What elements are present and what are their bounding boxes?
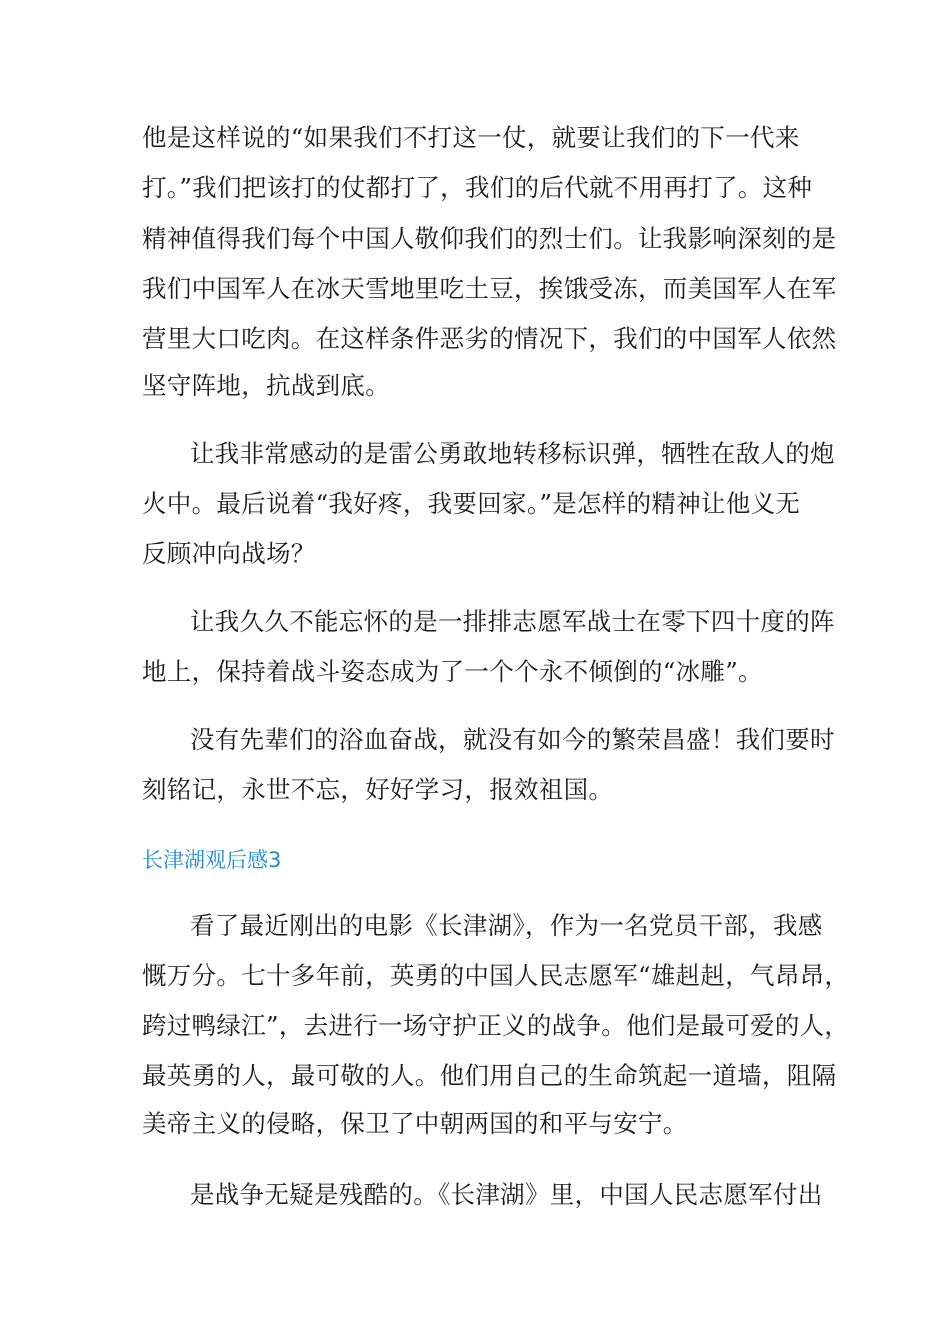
paragraph-1-line-5: 营里大口吃肉。在这样条件恶劣的情况下，我们的中国军人依然 [142,324,837,353]
paragraph-1-line-2: 打。”我们把该打的仗都打了，我们的后代就不用再打了。这种 [142,173,813,202]
paragraph-4-line-1: 没有先辈们的浴血奋战，就没有如今的繁荣昌盛！我们要时 [190,725,835,754]
paragraph-1-line-4: 我们中国军人在冰天雪地里吃土豆，挨饿受冻，而美国军人在军 [142,274,837,303]
paragraph-4-line-2: 刻铭记，永世不忘，好好学习，报效祖国。 [142,775,614,804]
section-heading: 长津湖观后感3 [142,848,282,872]
paragraph-3-line-2: 地上，保持着战斗姿态成为了一个个永不倾倒的“冰雕”。 [142,657,763,686]
paragraph-1-line-6: 坚守阵地，抗战到底。 [142,371,390,400]
paragraph-1-line-1: 他是这样说的“如果我们不打这一仗，就要让我们的下一代来 [142,123,800,152]
paragraph-2-line-1: 让我非常感动的是雷公勇敢地转移标识弹，牺牲在敌人的炮 [190,439,835,468]
paragraph-2-line-2: 火中。最后说着“我好疼，我要回家。”是怎样的精神让他义无 [142,489,801,518]
section-paragraph-1-line-1: 看了最近刚出的电影《长津湖》，作为一名党员干部，我感 [190,911,823,940]
paragraph-1-line-3: 精神值得我们每个中国人敬仰我们的烈士们。让我影响深刻的是 [142,224,837,253]
section-paragraph-1-line-3: 跨过鸭绿江”，去进行一场守护正义的战争。他们是最可爱的人， [142,1011,850,1040]
section-paragraph-2-line-1: 是战争无疑是残酷的。《长津湖》里，中国人民志愿军付出 [190,1180,823,1209]
paragraph-2-line-3: 反顾冲向战场？ [142,539,316,568]
paragraph-3-line-1: 让我久久不能忘怀的是一排排志愿军战士在零下四十度的阵 [190,607,835,636]
section-paragraph-1-line-4: 最英勇的人，最可敬的人。他们用自己的生命筑起一道墙，阻隔 [142,1061,837,1090]
section-paragraph-1-line-5: 美帝主义的侵略，保卫了中朝两国的和平与安宁。 [142,1109,688,1138]
section-paragraph-1-line-2: 慨万分。七十多年前，英勇的中国人民志愿军“雄赳赳，气昂昂， [142,961,850,990]
